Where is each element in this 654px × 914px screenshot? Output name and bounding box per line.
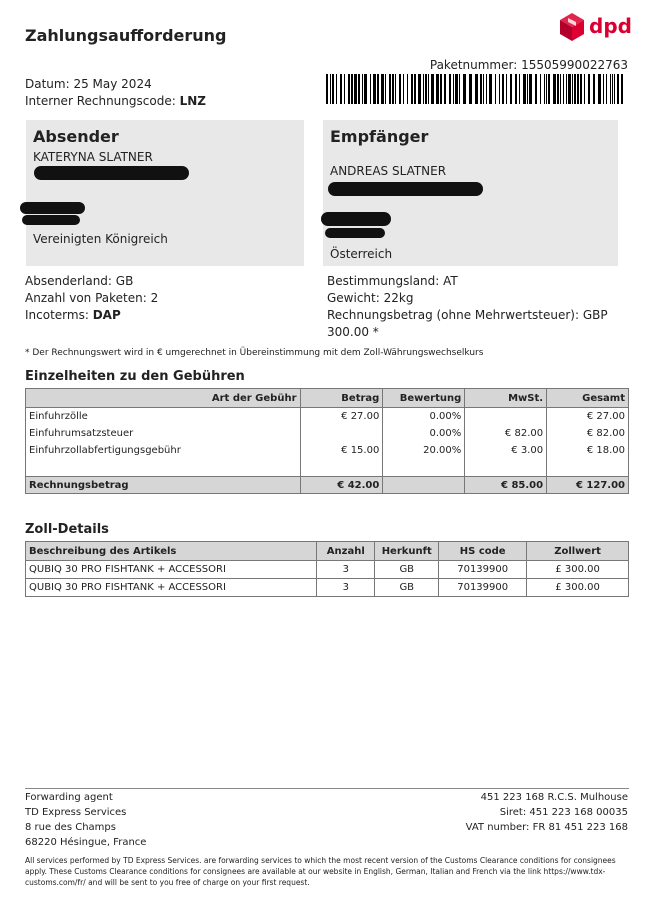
barcode-bar [358, 74, 360, 104]
redaction-mark [34, 166, 189, 180]
barcode-bar [577, 74, 579, 104]
table-cell: 0.00% [383, 425, 465, 442]
barcode-bar [348, 74, 350, 104]
column-header: HS code [439, 542, 527, 561]
column-header: Betrag [300, 389, 383, 408]
column-header: Gesamt [547, 389, 629, 408]
barcode-bar [469, 74, 472, 104]
barcode-bar [425, 74, 427, 104]
shipment-info-left [25, 273, 158, 324]
barcode-bar [480, 74, 482, 104]
table-cell: € 15.00 [300, 442, 383, 459]
footer-divider [25, 788, 629, 789]
info-label: Anzahl von Paketen: [25, 291, 147, 305]
table-cell: 70139900 [439, 579, 527, 597]
barcode-bar [475, 74, 478, 104]
barcode-bar [606, 74, 607, 104]
table-cell: € 82.00 [547, 425, 629, 442]
table-cell: QUBIQ 30 PRO FISHTANK + ACCESSORI [26, 579, 317, 597]
footer-line: Forwarding agent [25, 792, 113, 803]
barcode-bar [385, 74, 386, 104]
date-value: 25 May 2024 [73, 77, 152, 91]
redaction-mark [22, 215, 80, 225]
barcode-bar [614, 74, 615, 104]
table-cell [465, 408, 547, 426]
barcode-bar [326, 74, 328, 104]
column-header: Bewertung [383, 389, 465, 408]
barcode-bar [399, 74, 401, 104]
table-row [26, 408, 629, 426]
table-cell: GB [375, 561, 439, 579]
barcode-bar [423, 74, 424, 104]
barcode-bar [568, 74, 571, 104]
barcode-bar [535, 74, 537, 104]
barcode-bar [546, 74, 547, 104]
footer-line: TD Express Services [25, 807, 127, 818]
total-cell: Rechnungsbetrag [26, 477, 301, 494]
barcode-bar [411, 74, 413, 104]
date-label: Datum: [25, 77, 70, 91]
tracking-label: Paketnummer: [429, 58, 518, 72]
table-cell: 3 [317, 579, 375, 597]
table-cell: 20.00% [383, 442, 465, 459]
barcode-bar [395, 74, 396, 104]
fees-table [25, 388, 629, 494]
table-cell: € 18.00 [547, 442, 629, 459]
barcode-bar [572, 74, 573, 104]
table-cell: 0.00% [383, 408, 465, 426]
table-header-row [26, 542, 629, 561]
barcode-bar [519, 74, 520, 104]
barcode-bar [362, 74, 363, 104]
recipient-heading: Empfänger [330, 127, 429, 146]
footer-agent [25, 790, 146, 850]
invoice-amount: Rechnungsbetrag (ohne Mehrwertsteuer): GBP [327, 308, 608, 322]
barcode-bar [621, 74, 623, 104]
barcode-bar [403, 74, 404, 104]
currency-note: * Der Rechnungswert wird in € umgerechnet in Übereinstimmung mit dem Zoll-Währungswechselkurs [25, 348, 484, 358]
barcode-bar [557, 74, 559, 104]
barcode-bar [370, 74, 371, 104]
fees-heading: Einzelheiten zu den Gebühren [25, 369, 245, 384]
info-value: DAP [92, 308, 121, 322]
barcode-bar [502, 74, 504, 104]
table-row [26, 561, 629, 579]
barcode-bar [364, 74, 367, 104]
table-cell: £ 300.00 [527, 561, 629, 579]
table-cell: Einfuhrzollabfertigungsgebühr [26, 442, 301, 459]
column-header: Herkunft [375, 542, 439, 561]
sender-name: KATERYNA SLATNER [33, 150, 153, 164]
table-cell: Einfuhrzölle [26, 408, 301, 426]
table-cell: £ 300.00 [527, 579, 629, 597]
page-title: Zahlungsaufforderung [25, 26, 227, 45]
info-label: Absenderland: [25, 274, 112, 288]
barcode-bar [381, 74, 384, 104]
redaction-mark [321, 212, 391, 226]
column-header: Anzahl [317, 542, 375, 561]
table-cell: Einfuhrumsatzsteuer [26, 425, 301, 442]
column-header: Zollwert [527, 542, 629, 561]
barcode-bar [499, 74, 500, 104]
barcode-bar [553, 74, 556, 104]
redaction-mark [325, 228, 385, 238]
barcode [326, 74, 629, 104]
barcode-bar [588, 74, 590, 104]
total-cell: € 42.00 [300, 477, 383, 494]
legal-text: All services performed by TD Express Services. are forwarding services to which the most recent version of the Customs Clearance conditions for consignees apply. These Customs Clearance conditions for consignees are available at our website in English, German, Italian and French via the link https://www.tdx-customs.com/fr/ and will be sent to you free of charge on your first request. [25, 856, 616, 887]
table-row [26, 442, 629, 459]
table-row [26, 579, 629, 597]
total-cell: € 85.00 [465, 477, 547, 494]
weight: Gewicht: 22kg [327, 291, 414, 305]
barcode-bar [463, 74, 466, 104]
column-header: Beschreibung des Artikels [26, 542, 317, 561]
code-value: LNZ [179, 94, 206, 108]
sender-heading: Absender [33, 127, 119, 146]
table-cell: 3 [317, 561, 375, 579]
barcode-bar [440, 74, 442, 104]
barcode-bar [566, 74, 567, 104]
table-cell: € 27.00 [547, 408, 629, 426]
redaction-mark [328, 182, 483, 196]
table-cell: QUBIQ 30 PRO FISHTANK + ACCESSORI [26, 561, 317, 579]
dpd-cube-icon [559, 12, 585, 42]
barcode-bar [483, 74, 484, 104]
table-cell: € 27.00 [300, 408, 383, 426]
dpd-logo-text: dpd [589, 14, 632, 38]
barcode-bar [603, 74, 604, 104]
barcode-bar [529, 74, 532, 104]
barcode-bar [444, 74, 446, 104]
customs-heading: Zoll-Details [25, 522, 109, 537]
column-header: MwSt. [465, 389, 547, 408]
barcode-bar [389, 74, 391, 104]
barcode-bar [610, 74, 611, 104]
barcode-bar [418, 74, 421, 104]
invoice-amount-value: 300.00 * [327, 325, 379, 339]
barcode-bar [377, 74, 379, 104]
barcode-bar [617, 74, 619, 104]
table-row [26, 425, 629, 442]
recipient-box [323, 120, 618, 266]
barcode-bar [354, 74, 357, 104]
barcode-bar [486, 74, 487, 104]
table-spacer-row [26, 459, 629, 477]
table-cell: 70139900 [439, 561, 527, 579]
barcode-bar [414, 74, 416, 104]
barcode-bar [332, 74, 334, 104]
table-header-row [26, 389, 629, 408]
total-cell: € 127.00 [547, 477, 629, 494]
tracking-number [430, 58, 628, 72]
barcode-bar [580, 74, 582, 104]
barcode-bar [340, 74, 342, 104]
barcode-bar [453, 74, 454, 104]
barcode-bar [560, 74, 561, 104]
shipment-info-right [327, 273, 608, 341]
code-label: Interner Rechnungscode: [25, 94, 176, 108]
total-cell [383, 477, 465, 494]
info-value: 2 [150, 291, 159, 305]
barcode-bar [330, 74, 331, 104]
info-value: GB [115, 274, 134, 288]
barcode-bar [593, 74, 595, 104]
footer-line: VAT number: FR 81 451 223 168 [465, 822, 628, 833]
barcode-bar [515, 74, 517, 104]
dpd-logo [559, 10, 632, 44]
barcode-bar [598, 74, 601, 104]
barcode-bar [373, 74, 376, 104]
table-cell [300, 425, 383, 442]
table-cell: € 82.00 [465, 425, 547, 442]
barcode-bar [584, 74, 585, 104]
footer-line: 451 223 168 R.C.S. Mulhouse [480, 792, 628, 803]
barcode-bar [431, 74, 434, 104]
footer-line: 68220 Hésingue, France [25, 837, 147, 848]
barcode-bar [428, 74, 429, 104]
barcode-bar [449, 74, 451, 104]
sender-country: Vereinigten Königreich [33, 232, 168, 246]
barcode-bar [459, 74, 460, 104]
barcode-bar [351, 74, 353, 104]
invoice-meta [25, 76, 206, 110]
barcode-bar [407, 74, 408, 104]
barcode-bar [336, 74, 337, 104]
barcode-bar [540, 74, 541, 104]
barcode-bar [544, 74, 545, 104]
barcode-bar [612, 74, 613, 104]
barcode-bar [527, 74, 528, 104]
redaction-mark [20, 202, 85, 214]
barcode-bar [548, 74, 550, 104]
customs-table [25, 541, 629, 597]
tracking-value: 15505990022763 [521, 58, 628, 72]
table-cell: € 3.00 [465, 442, 547, 459]
table-cell: GB [375, 579, 439, 597]
sender-box [26, 120, 304, 266]
destination: Bestimmungsland: AT [327, 274, 458, 288]
barcode-bar [563, 74, 564, 104]
barcode-bar [455, 74, 458, 104]
column-header: Art der Gebühr [26, 389, 301, 408]
footer-line: 8 rue des Champs [25, 822, 116, 833]
barcode-bar [344, 74, 345, 104]
recipient-country: Österreich [330, 247, 393, 261]
info-label: Incoterms: [25, 308, 89, 322]
barcode-bar [574, 74, 576, 104]
recipient-name: ANDREAS SLATNER [330, 164, 447, 178]
barcode-bar [489, 74, 492, 104]
footer-registration [466, 790, 628, 835]
barcode-bar [506, 74, 507, 104]
barcode-bar [510, 74, 512, 104]
barcode-bar [523, 74, 526, 104]
barcode-bar [495, 74, 496, 104]
barcode-bar [436, 74, 439, 104]
barcode-bar [392, 74, 394, 104]
total-row [26, 477, 629, 494]
footer-line: Siret: 451 223 168 00035 [499, 807, 628, 818]
